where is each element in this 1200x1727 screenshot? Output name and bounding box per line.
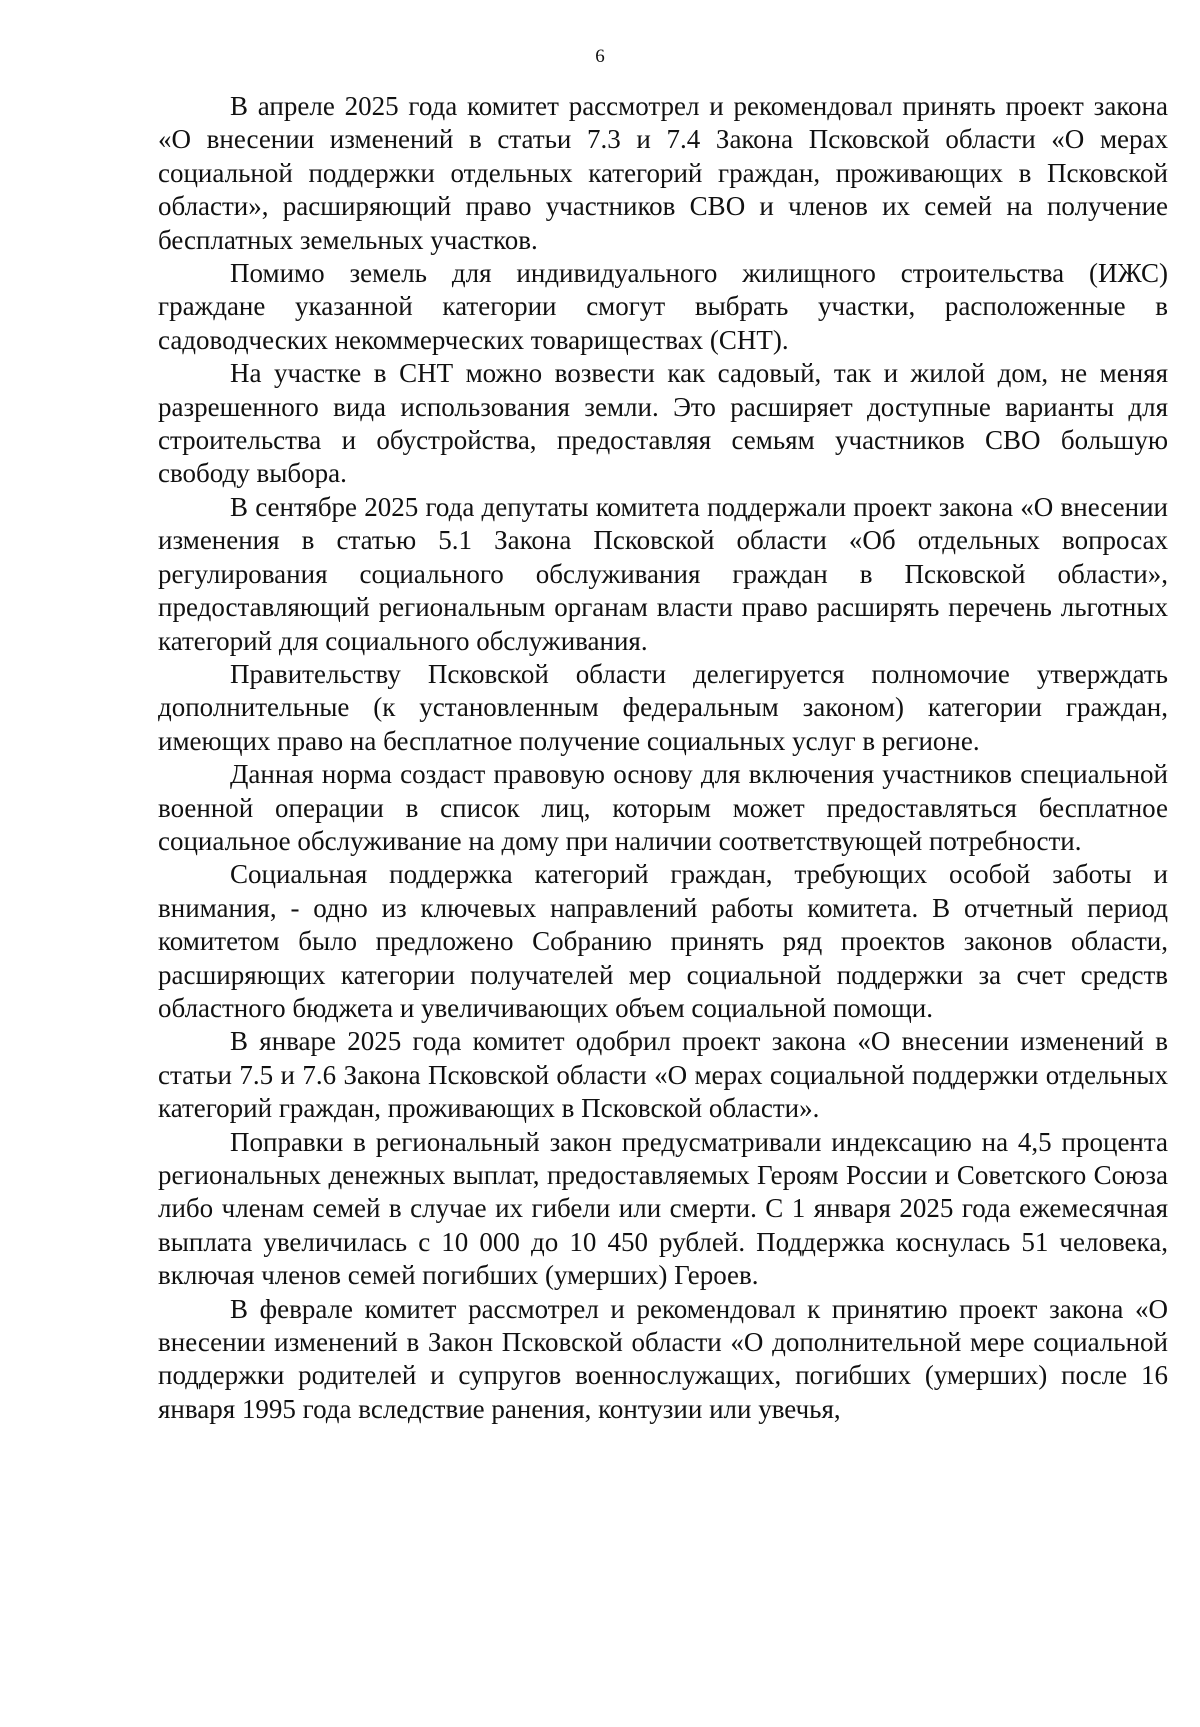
paragraph-7: Социальная поддержка категорий граждан, требующих особой заботы и внимания, - одно из ключевых направлений работы комитета. В отчетный период комитетом было предложено Собранию принять ряд проектов законов области, расширяющих категории получателей мер социальной поддержки за счет средств областного бюджета и увеличивающих объем социальной помощи. (158, 859, 1168, 1023)
paragraph-4: В сентябре 2025 года депутаты комитета поддержали проект закона «О внесении изменения в статью 5.1 Закона Псковской области «Об отдельных вопросах регулирования социального обслуживания граждан в Псковской области», предоставляющий региональным органам власти право расширять перечень льготных категорий для социального обслуживания. (158, 491, 1168, 656)
paragraph-3: На участке в СНТ можно возвести как садовый, так и жилой дом, не меняя разрешенного вида использования земли. Это расширяет доступные варианты для строительства и обустройства, предоставляя семьям участников СВО большую свободу выбора. (158, 358, 1168, 489)
document-body (158, 90, 1168, 1426)
paragraph-6: Данная норма создаст правовую основу для включения участников специальной военной операции в список лиц, которым может предоставляться бесплатное социальное обслуживание на дому при наличии соответствующей потребности. (158, 759, 1168, 856)
paragraph-5: Правительству Псковской области делегируется полномочие утверждать дополнительные (к установленным федеральным законом) категории граждан, имеющих право на бесплатное получение социальных услуг в регионе. (158, 658, 1168, 756)
paragraph-10: В феврале комитет рассмотрел и рекомендовал к принятию проект закона «О внесении изменений в Закон Псковской области «О дополнительной мере социальной поддержки родителей и супругов военнослужащих, погибших (умерших) после 16 января 1995 года вследствие ранения, контузии или увечья, (158, 1293, 1168, 1424)
page-number: 6 (595, 46, 605, 67)
paragraph-8: В январе 2025 года комитет одобрил проект закона «О внесении изменений в статьи 7.5 и 7.6 Закона Псковской области «О мерах социальной поддержки отдельных категорий граждан, проживающих в Псковской области». (158, 1026, 1168, 1124)
paragraph-9: Поправки в региональный закон предусматривали индексацию на 4,5 процента региональных денежных выплат, предоставляемых Героям России и Советского Союза либо членам семей в случае их гибели или смерти. С 1 января 2025 года ежемесячная выплата увеличилась с 10 000 до 10 450 рублей. Поддержка коснулась 51 человека, включая членов семей погибших (умерших) Героев. (158, 1126, 1168, 1291)
paragraph-1: В апреле 2025 года комитет рассмотрел и рекомендовал принять проект закона «О внесении изменений в статьи 7.3 и 7.4 Закона Псковской области «О мерах социальной поддержки отдельных категорий граждан, проживающих в Псковской области», расширяющий право участников СВО и членов их семей на получение бесплатных земельных участков. (158, 91, 1168, 255)
paragraph-2: Помимо земель для индивидуального жилищного строительства (ИЖС) граждане указанной категории смогут выбрать участки, расположенные в садоводческих некоммерческих товариществах (СНТ). (158, 258, 1168, 355)
